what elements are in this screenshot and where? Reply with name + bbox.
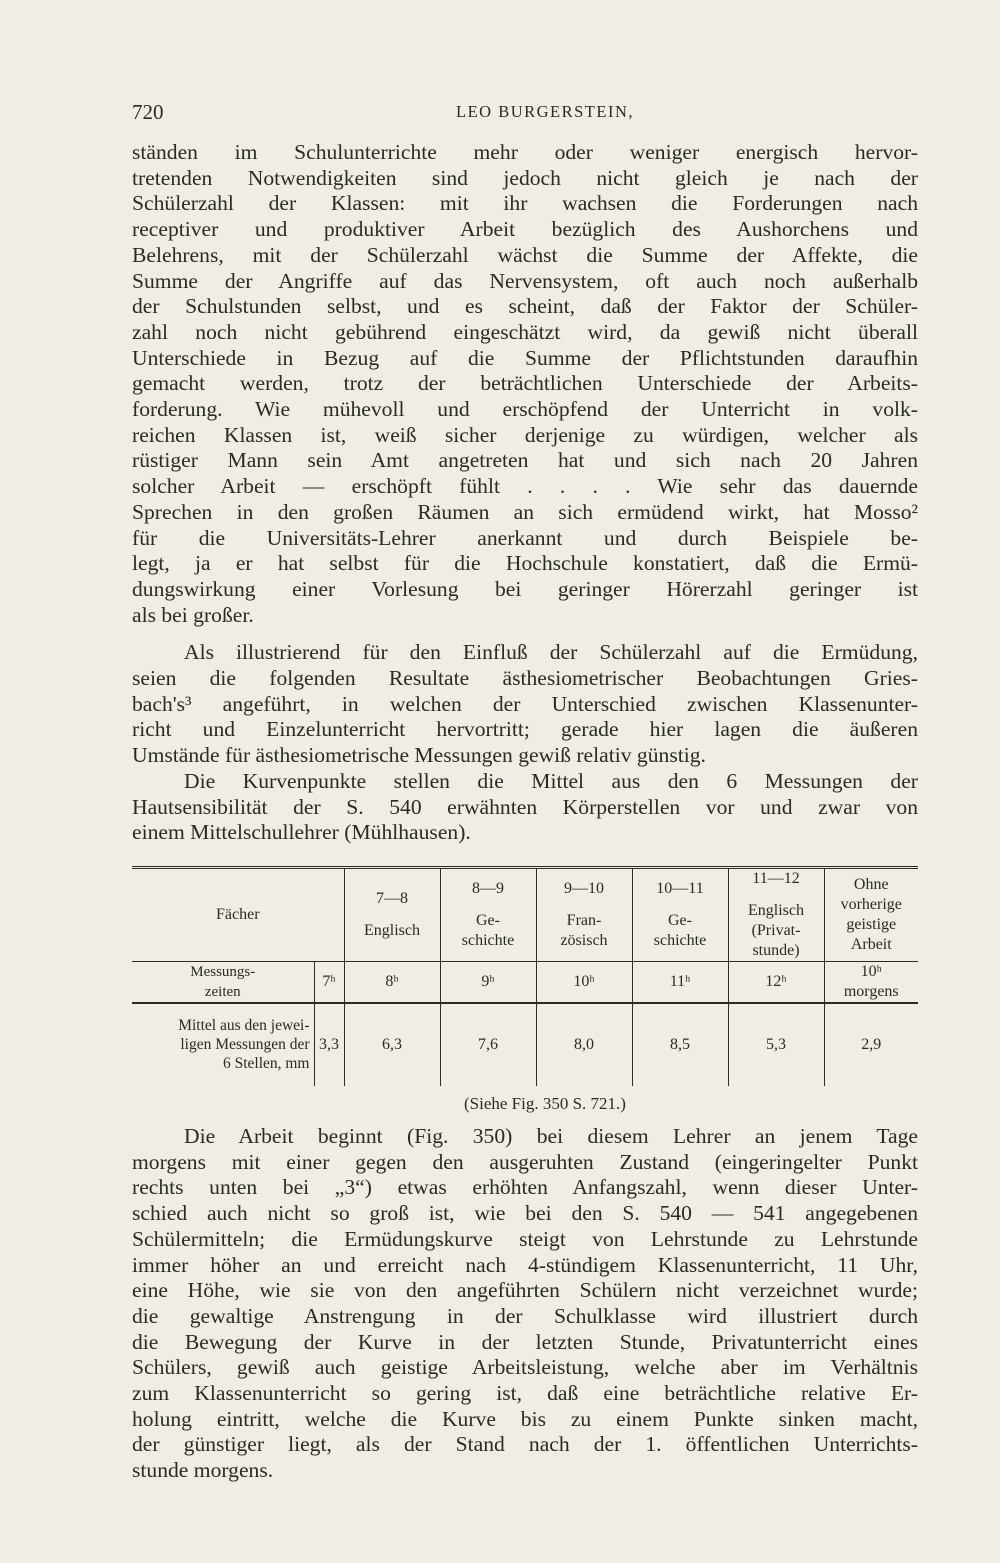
text-line: morgens mit einer gegen den ausgeruhten Zustand (eingeringelter Punkt (132, 1149, 918, 1174)
paragraph-3 (132, 769, 918, 846)
text-line: zahl noch nicht gebührend eingeschätzt wird, da gewiß nicht überall (132, 319, 918, 344)
text-line: holung eintritt, welche die Kurve bis zu einem Punkte sinken macht, (132, 1406, 918, 1431)
measurement-table (132, 866, 918, 1114)
text-line: Summe der Angriffe auf das Nervensystem, oft auch noch außerhalb (132, 268, 918, 293)
zeit-cell: 12ʰ (728, 961, 824, 1003)
subject: Ge- schichte (461, 911, 515, 949)
text-line: der günstiger liegt, als der Stand nach der 1. öffentlichen Unterrichts- (132, 1432, 918, 1457)
subject: Englisch (364, 921, 420, 939)
text-line: Schülerzahl der Klassen: mit ihr wachsen die Forderungen nach (132, 191, 918, 216)
text-line: der Schulstunden selbst, und es scheint, daß der Faktor der Schüler- (132, 294, 918, 319)
text-line: Belehrens, mit der Schülerzahl wächst die Summe der Affekte, die (132, 242, 918, 267)
column-header (536, 869, 632, 962)
text-line: stunde morgens. (132, 1458, 274, 1483)
zeit-cell: 8ʰ (344, 961, 440, 1003)
text-line: tretenden Notwendigkeiten sind jedoch nicht gleich je nach der (132, 165, 918, 190)
subject: Englisch (Privat- stunde) (748, 901, 804, 959)
mittel-cell: 8,0 (536, 1003, 632, 1086)
time-range: 7—8 (376, 889, 408, 907)
text-line: reichen Klassen ist, weiß sicher derjenige zu würdigen, welcher als (132, 422, 918, 447)
text-line: die Bewegung der Kurve in der letzten Stunde, Privatunterricht eines (132, 1329, 918, 1354)
subject: Fran- zösisch (560, 911, 608, 949)
mittel-cell: 5,3 (728, 1003, 824, 1086)
text-line: receptiver und produktiver Arbeit bezüglich des Aushorchens und (132, 217, 918, 242)
text-line: schied auch nicht so groß ist, wie bei den S. 540 — 541 angegebenen (132, 1201, 918, 1226)
start-mittel: 3,3 (314, 1003, 344, 1086)
text-line: Als illustrierend für den Einfluß der Schülerzahl auf die Ermüdung, (184, 640, 918, 665)
mittel-cell: 7,6 (440, 1003, 536, 1086)
text-line: rechts unten bei „3“) etwas erhöhten Anfangszahl, wenn dieser Unter- (132, 1175, 918, 1200)
subject: Ge- schichte (653, 911, 707, 949)
mittel-cell: 8,5 (632, 1003, 728, 1086)
time-range: 8—9 (472, 879, 504, 897)
text-line: zum Klassenunterricht so gering ist, daß eine beträchtliche relative Er- (132, 1381, 918, 1406)
mittel-row (132, 1003, 918, 1086)
text-line: einem Mittelschullehrer (Mühlhausen). (132, 820, 471, 845)
paragraph-2 (132, 640, 918, 769)
text-line: rüstiger Mann sein Amt angetreten hat und sich nach 20 Jahren (132, 448, 918, 473)
column-header (728, 869, 824, 962)
mittel-cell: 2,9 (824, 1003, 918, 1086)
paragraph-4 (132, 1124, 918, 1484)
text-line: legt, ja er hat selbst für die Hochschule konstatiert, daß die Ermü- (132, 551, 918, 576)
text-line: dungswirkung einer Vorlesung bei geringer Hörerzahl geringer ist (132, 576, 918, 601)
text-line: Umstände für ästhesiometrische Messungen gewiß relativ günstig. (132, 743, 706, 768)
subject: Ohne vorherige geistige Arbeit (840, 875, 902, 953)
messungszeiten-label: Messungs- zeiten (132, 961, 314, 1003)
text-line: gemacht werden, trotz der beträchtlichen Unterschiede der Arbeits- (132, 371, 918, 396)
mittel-label: Mittel aus den jewei- ligen Messungen der 6 Stellen, mm (178, 1017, 310, 1073)
paragraph-1 (132, 140, 918, 628)
text-line: Schülermitteln; die Ermüdungskurve steigt von Lehrstunde zu Lehrstunde (132, 1226, 918, 1251)
time-range: 10—11 (656, 879, 704, 897)
column-header (440, 869, 536, 962)
text-line: Die Kurvenpunkte stellen die Mittel aus den 6 Messungen der (184, 768, 918, 793)
text-line: Schülers, gewiß auch geistige Arbeitsleistung, welche aber im Verhältnis (132, 1355, 918, 1380)
text-line: bach's³ angeführt, in welchen der Unterschied zwischen Klassenunter- (132, 691, 918, 716)
faecher-label: Fächer (215, 905, 260, 923)
text-line: immer höher an und erreicht nach 4-stündigem Klassenunterricht, 11 Uhr, (132, 1252, 918, 1277)
zeit-cell: 10ʰ morgens (824, 961, 918, 1003)
table-caption: (Siehe Fig. 350 S. 721.) (464, 1093, 626, 1113)
text-line: Sprechen in den großen Räumen an sich ermüdend wirkt, hat Mosso² (132, 499, 918, 524)
text-line: eine Höhe, wie sie von den angeführten Schülern nicht verzeichnet wurde; (132, 1278, 918, 1303)
text-line: Die Arbeit beginnt (Fig. 350) bei diesem Lehrer an jenem Tage (184, 1123, 918, 1148)
time-range: 9—10 (564, 879, 604, 897)
mittel-cell: 6,3 (344, 1003, 440, 1086)
time-range: 11—12 (752, 869, 800, 887)
text-line: als bei großer. (132, 602, 254, 627)
column-header (632, 869, 728, 962)
zeit-cell: 9ʰ (440, 961, 536, 1003)
start-zeit: 7ʰ (314, 961, 344, 1003)
text-line: solcher Arbeit — erschöpft fühlt . . . . Wie sehr das dauernde (132, 474, 918, 499)
text-line: forderung. Wie mühevoll und erschöpfend der Unterricht in volk- (132, 397, 918, 422)
zeit-cell: 10ʰ (536, 961, 632, 1003)
text-line: für die Universitäts-Lehrer anerkannt und durch Beispiele be- (132, 525, 918, 550)
column-header (824, 869, 918, 962)
table-header-row (132, 869, 918, 962)
page-header (132, 100, 918, 140)
text-line: richt und Einzelunterricht hervortritt; gerade hier lagen die äußeren (132, 717, 918, 742)
book-page (132, 100, 918, 1484)
page-number: 720 (132, 100, 164, 124)
text-line: die gewaltige Anstrengung in der Schulklasse wird illustriert durch (132, 1303, 918, 1328)
messungszeiten-row (132, 961, 918, 1003)
column-header (344, 869, 440, 962)
text-line: ständen im Schulunterrichte mehr oder weniger energisch hervor- (132, 140, 918, 164)
zeit-cell: 11ʰ (632, 961, 728, 1003)
text-line: Unterschiede in Bezug auf die Summe der Pflichtstunden daraufhin (132, 345, 918, 370)
running-title: LEO BURGERSTEIN, (456, 102, 634, 121)
text-line: seien die folgenden Resultate ästhesiometrischer Beobachtungen Gries- (132, 666, 918, 691)
text-line: Hautsensibilität der S. 540 erwähnten Körperstellen vor und zwar von (132, 794, 918, 819)
